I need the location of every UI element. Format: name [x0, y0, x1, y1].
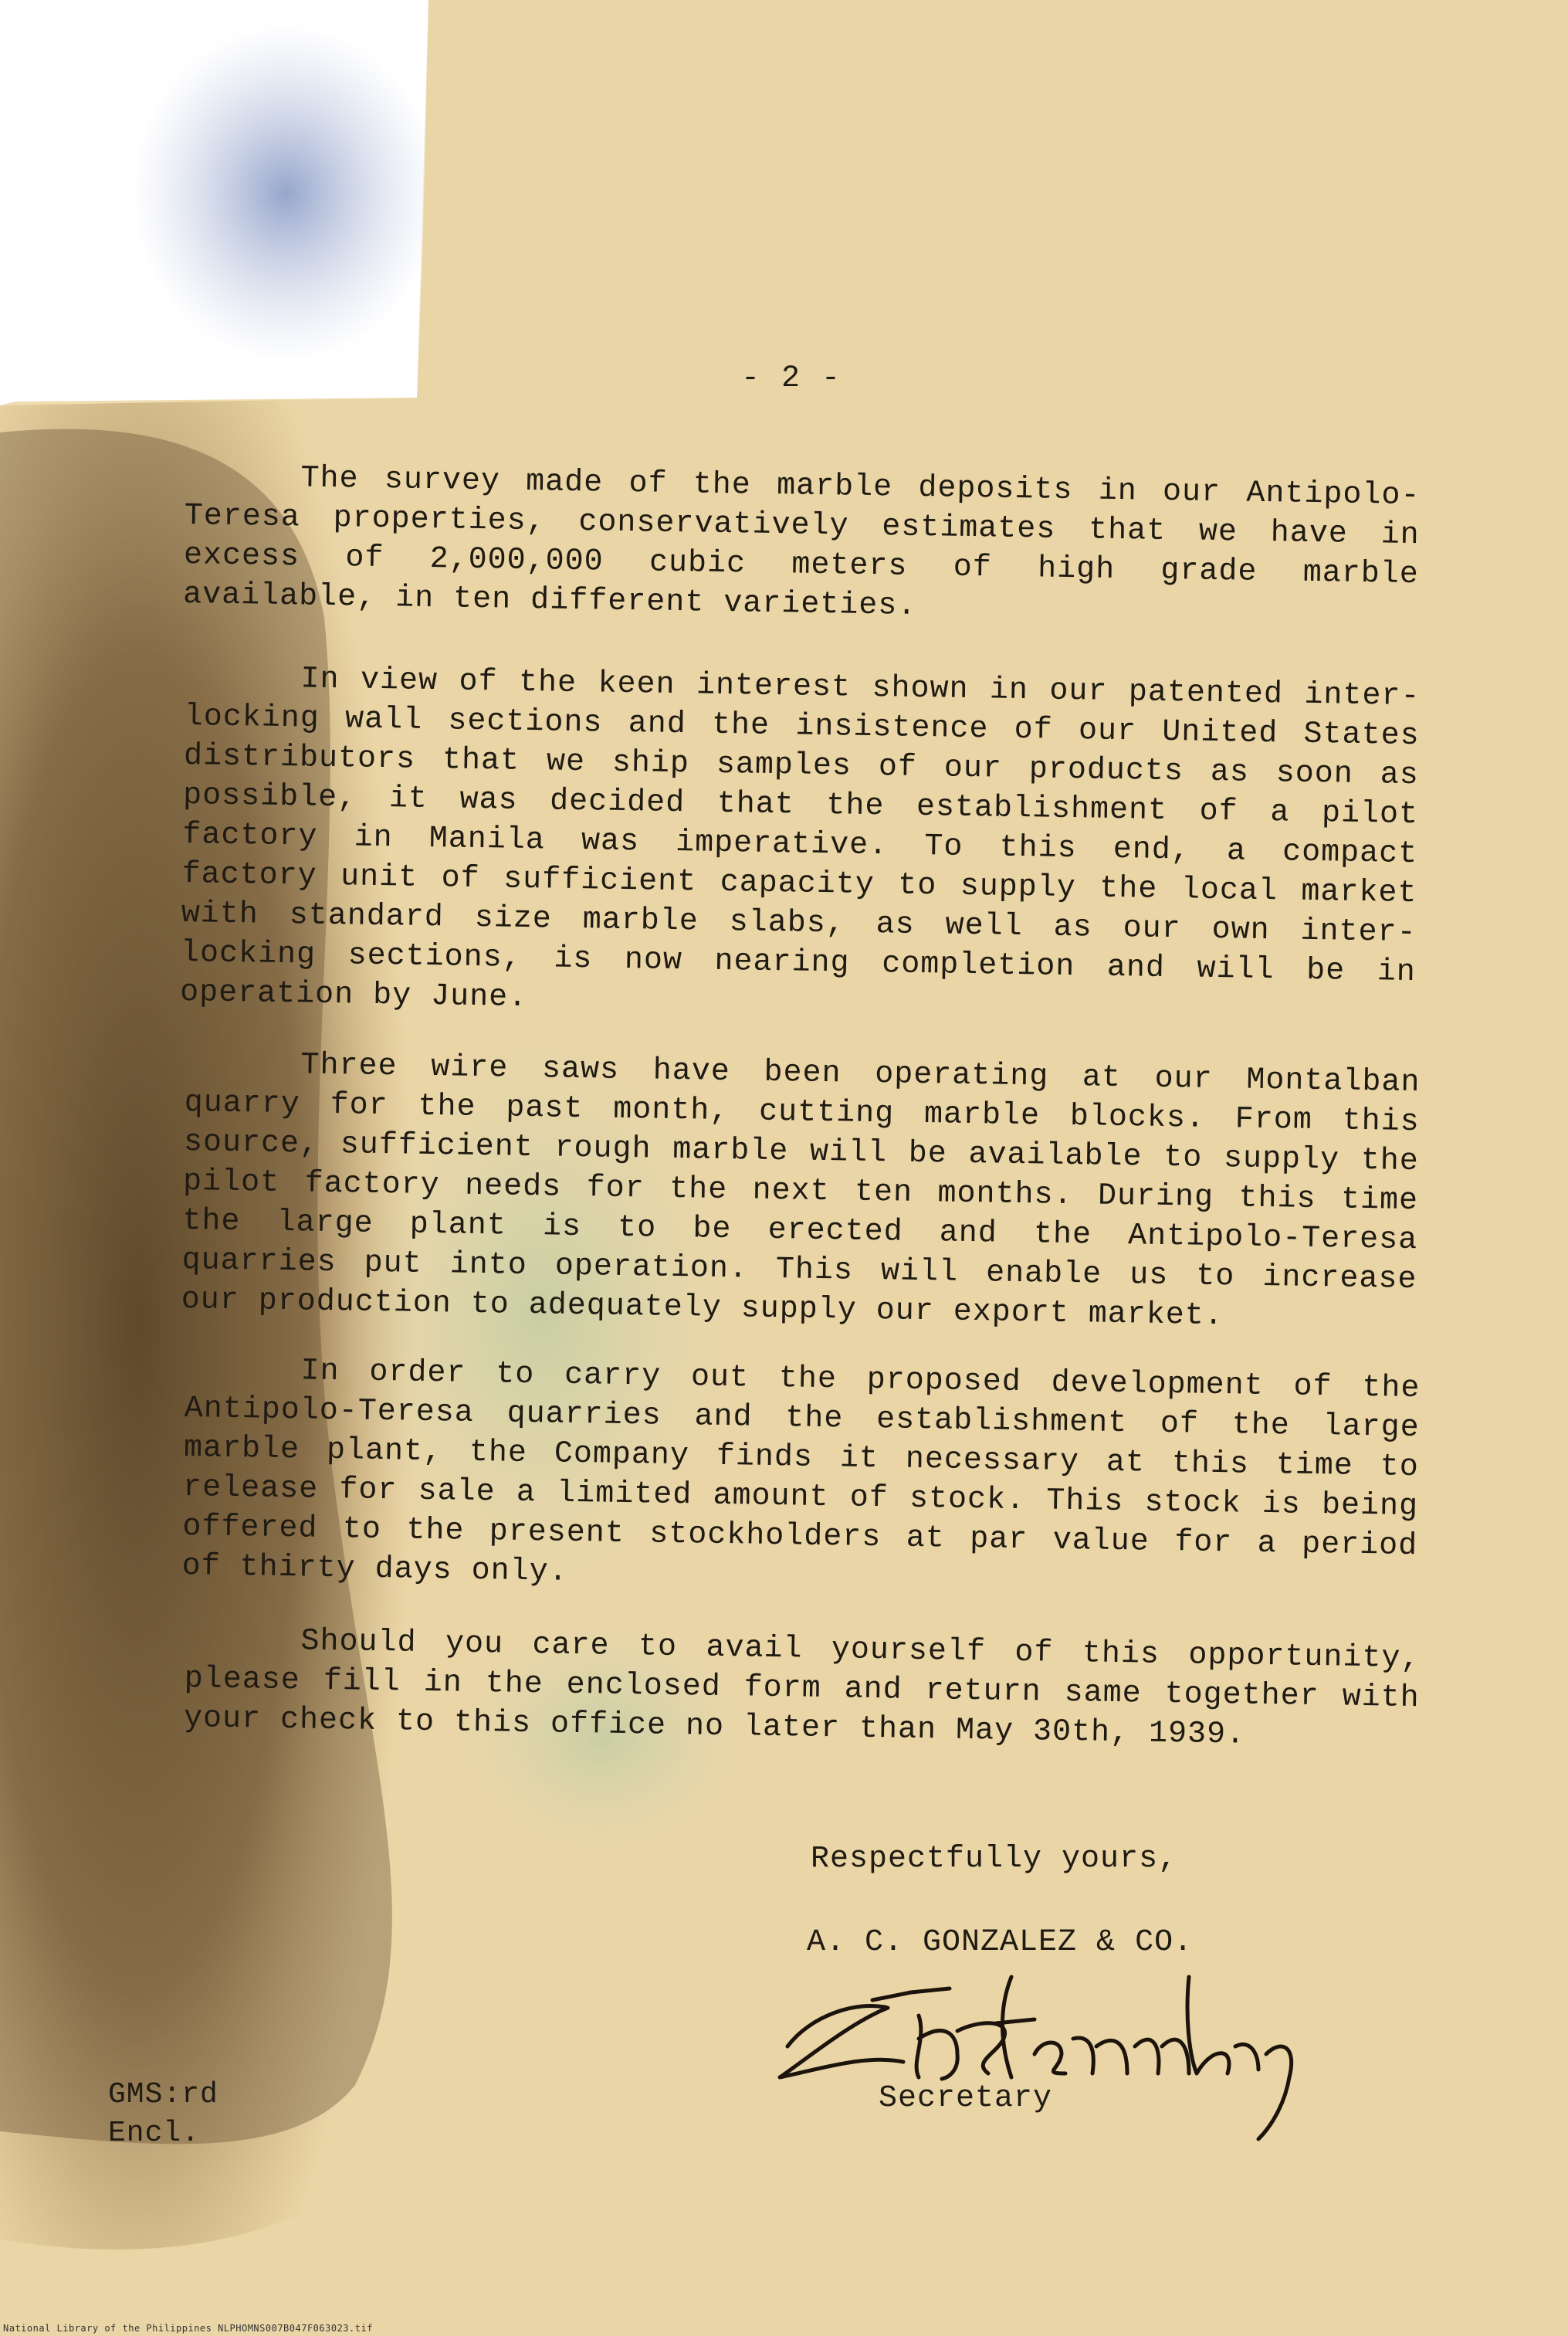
company-name: A. C. GONZALEZ & CO.	[807, 1925, 1194, 1960]
paragraph-1-text: The survey made of the marble deposits in our Antipolo-Teresa properties, conservatively estimates that we have in excess of 2,000,000 cubic meters of high grade marble available, in ten different varieties.	[182, 461, 1421, 624]
paragraph-2-text: In view of the keen interest shown in our patented inter-locking wall sections and the insistence of our United States distributors that we ship samples of our products as soon as possible, it was decided that the establishment of a pilot factory in Manila was imperative. To this end, a compact factory unit of sufficient capacity to supply the local market with standard size marble slabs, as well as our own inter-locking sections, is now nearing completion and will be in operation by June.	[179, 662, 1421, 1016]
reference-initials: GMS:rd	[108, 2078, 218, 2111]
closing-salutation: Respectfully yours,	[811, 1842, 1178, 1877]
paragraph-5	[184, 1620, 1421, 1758]
signer-title: Secretary	[879, 2081, 1053, 2116]
paragraph-2	[180, 658, 1421, 1032]
paragraph-4-text: In order to carry out the proposed development of the Antipolo-Teresa quarries and the establishment of the large marble plant, the Company finds it necessary at this time to release for sale a limited amount of stock. This stock is being offered to the present stockholders at par value for a period of thirty days only.	[181, 1354, 1421, 1590]
enclosure-note: Encl.	[108, 2117, 201, 2150]
signature-image	[757, 1946, 1312, 2147]
page-number: - 2 -	[741, 361, 842, 396]
reference-block	[108, 2076, 218, 2153]
paragraph-3-text: Three wire saws have been operating at our Montalban quarry for the past month, cutting marble blocks. From this source, sufficient rough marble will be available to supply the pilot factory needs for the next ten months. During this time the large plant is to be erected and the Antipolo-Teresa quarries put into operation. This will enable us to increase our production to adequately supply our export market.	[181, 1048, 1421, 1334]
paragraph-3	[181, 1044, 1420, 1339]
paragraph-1	[183, 457, 1421, 634]
paragraph-5-text: Should you care to avail yourself of this opportunity, please fill in the enclosed form and return same together with your check to this office no later than May 30th, 1939.	[183, 1624, 1421, 1753]
archive-footer: National Library of the Philippines NLPHOMNS007B047F063023.tif	[3, 2323, 373, 2334]
paragraph-4	[181, 1350, 1421, 1605]
